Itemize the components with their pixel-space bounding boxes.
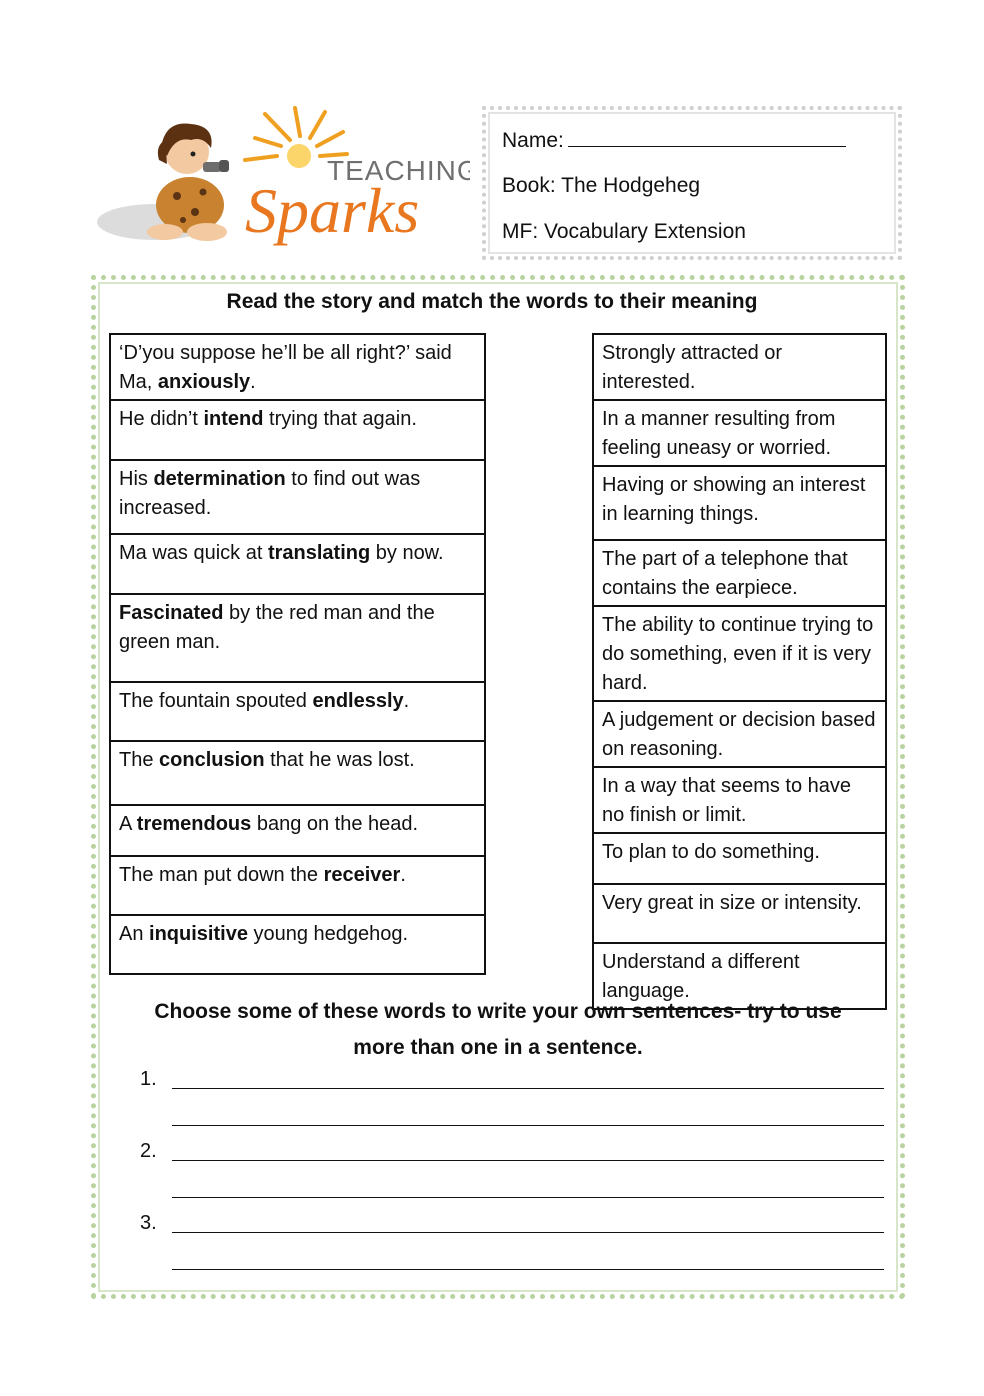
sentence-text: The fountain spouted [119,690,313,712]
sentence-text: ‘D’you suppose he’ll be all right?’ said Ma, [119,342,452,393]
sentence-row [110,400,485,460]
logo-teaching-text: TEACHING [327,155,470,186]
sentence-cell[interactable] [110,805,485,856]
meaning-row [593,400,886,466]
book-title: Book: The Hodgeheg [502,174,701,197]
meaning-row [593,606,886,701]
sentence-text: trying that again. [263,408,417,430]
sentence-row [110,915,485,974]
meaning-cell[interactable]: The ability to continue trying to do something, even if it is very hard. [593,606,886,701]
meaning-row [593,884,886,943]
vocab-word: inquisitive [149,923,248,945]
sentence-cell[interactable] [110,915,485,974]
sentence-row [110,594,485,682]
vocab-word: endlessly [312,690,404,712]
meaning-row [593,701,886,767]
sentence-text: that he was lost. [264,749,415,771]
sentence-row [110,856,485,915]
meaning-row [593,466,886,540]
writing-line[interactable] [172,1232,884,1233]
writing-line[interactable] [172,1088,884,1089]
sentence-text: by the red man and the green man. [119,602,435,653]
sentence-row [110,334,485,400]
write-instruction [110,994,886,1066]
name-line [502,128,846,153]
student-info-box [482,106,902,260]
vocab-word: Fascinated [119,602,224,624]
vocab-word: tremendous [136,813,252,835]
meaning-row [593,833,886,884]
sentence-text: . [403,690,410,712]
meanings-table [592,333,887,1010]
sentence-number-2: 2. [140,1140,157,1162]
sentence-cell[interactable] [110,400,485,460]
sentence-text: by now. [370,542,444,564]
teaching-sparks-logo [95,100,470,260]
sentence-text: The man put down the [119,864,324,886]
meaning-cell[interactable]: Very great in size or intensity. [593,884,886,943]
sentence-text: He didn’t [119,408,204,430]
sentence-text: His [119,468,154,490]
vocab-word: intend [203,408,264,430]
sentence-text: to find out was increased. [119,468,421,519]
sentence-cell[interactable] [110,594,485,682]
vocab-word: anxiously [157,371,251,393]
sentence-cell[interactable] [110,460,485,534]
meaning-row [593,767,886,833]
meaning-cell[interactable]: Strongly attracted or interested. [593,334,886,400]
sentence-text: An [119,923,150,945]
sentence-cell[interactable] [110,334,485,400]
vocab-word: translating [267,542,371,564]
sentence-row [110,460,485,534]
sentence-row [110,805,485,856]
match-instruction: Read the story and match the words to their meaning [226,290,758,313]
meaning-cell[interactable]: In a manner resulting from feeling uneasy or worried. [593,400,886,466]
sentence-cell[interactable] [110,741,485,805]
write-instruction-line1: Choose some of these words to write your own sentences- try to use [154,1000,842,1023]
sentence-cell[interactable] [110,856,485,915]
logo-graphic [95,100,470,260]
vocab-word: determination [153,468,286,490]
sentence-row [110,534,485,594]
meaning-cell[interactable]: To plan to do something. [593,833,886,884]
sentence-text: A [119,813,137,835]
write-instruction-line2: more than one in a sentence. [353,1036,643,1059]
name-blank-field[interactable] [568,128,846,147]
sentence-text: The [119,749,160,771]
writing-line[interactable] [172,1160,884,1161]
sentence-text: bang on the head. [251,813,419,835]
sentence-cell[interactable] [110,534,485,594]
sentence-number-1: 1. [140,1068,157,1090]
sentence-row [110,741,485,805]
logo-sparks-text: Sparks [245,175,420,246]
sentence-cell[interactable] [110,682,485,741]
sentence-text: Ma was quick at [119,542,268,564]
vocab-word: conclusion [159,749,265,771]
writing-line[interactable] [172,1197,884,1198]
sentence-text: . [400,864,406,886]
vocab-word: receiver [323,864,401,886]
sentence-number-3: 3. [140,1212,157,1234]
sentence-text: . [250,371,256,393]
sentence-text: young hedgehog. [247,923,409,945]
focus-title: MF: Vocabulary Extension [502,220,746,243]
meaning-cell[interactable]: A judgement or decision based on reasoning. [593,701,886,767]
name-label: Name: [502,129,564,152]
sentence-row [110,682,485,741]
meaning-cell[interactable]: The part of a telephone that contains the earpiece. [593,540,886,606]
sentences-table [109,333,486,975]
meaning-cell[interactable]: Understand a different language. [593,943,886,1009]
writing-line[interactable] [172,1125,884,1126]
meaning-row [593,334,886,400]
meaning-cell[interactable]: Having or showing an interest in learning things. [593,466,886,540]
meaning-row [593,540,886,606]
sun-icon [287,144,311,168]
meaning-cell[interactable]: In a way that seems to have no finish or limit. [593,767,886,833]
writing-line[interactable] [172,1269,884,1270]
